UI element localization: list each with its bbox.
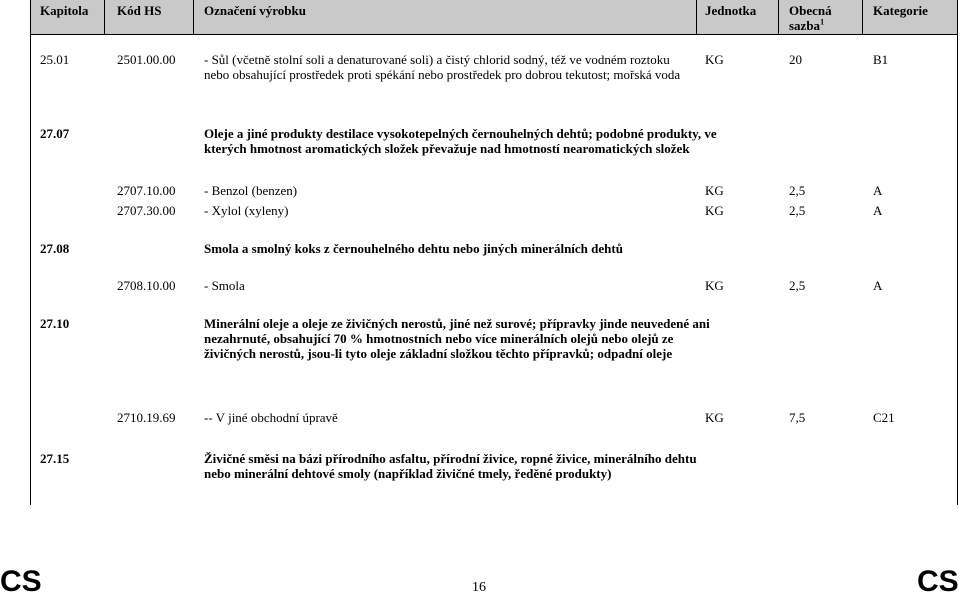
header-description: Označení výrobku: [204, 3, 306, 18]
page-number: 16: [472, 580, 486, 595]
description-line: - Xylol (xyleny): [204, 203, 289, 218]
category-cell: A: [873, 203, 883, 218]
unit-cell: KG: [705, 183, 724, 198]
heading-description-line: Živičné směsi na bázi přírodního asfaltu, přírodní živice, ropné živice, minerálního dehtu: [204, 451, 697, 466]
category-cell: A: [873, 278, 883, 293]
hs-code-cell: 2501.00.00: [117, 52, 176, 67]
heading-description-line: Oleje a jiné produkty destilace vysokotepelných černouhelných dehtů; podobné produkty, ve: [204, 126, 717, 141]
description-line: -- V jiné obchodní úpravě: [204, 410, 338, 425]
chapter-cell: 27.07: [40, 126, 70, 141]
category-cell: A: [873, 183, 883, 198]
table-border-left: [30, 0, 31, 505]
chapter-cell: 25.01: [40, 52, 70, 67]
rate-cell: 20: [789, 52, 802, 67]
header-hs-code: Kód HS: [117, 3, 162, 18]
heading-description-line: Smola a smolný koks z černouhelného dehtu nebo jiných minerálních dehtů: [204, 241, 623, 256]
chapter-cell: 27.08: [40, 241, 70, 256]
column-divider: [862, 0, 863, 34]
chapter-cell: 27.15: [40, 451, 70, 466]
description-line: nebo obsahující prostředek proti spékání nebo prostředek pro dobrou tekutost; mořská voda: [204, 67, 681, 82]
hs-code-cell: 2708.10.00: [117, 278, 176, 293]
unit-cell: KG: [705, 203, 724, 218]
heading-description-line: nezahrnuté, obsahující 70 % hmotnostních nebo více minerálních olejů nebo olejů ze: [204, 331, 674, 346]
hs-code-cell: 2710.19.69: [117, 410, 176, 425]
chapter-cell: 27.10: [40, 316, 70, 331]
rate-cell: 7,5: [789, 410, 806, 425]
header-rate-footnote: 1: [820, 17, 825, 27]
column-divider: [778, 0, 779, 34]
heading-description-line: nebo minerální dehtové smoly (například živičné tmely, ředěné produkty): [204, 466, 612, 481]
description-line: - Sůl (včetně stolní soli a denaturované soli) a čistý chlorid sodný, též ve vodném roztoku: [204, 52, 670, 67]
column-divider: [104, 0, 105, 34]
header-unit: Jednotka: [705, 3, 757, 18]
header-bottom-border: [30, 34, 958, 35]
unit-cell: KG: [705, 410, 724, 425]
footer-language-code-left: CS: [0, 565, 42, 598]
header-chapter: Kapitola: [40, 3, 89, 18]
unit-cell: KG: [705, 52, 724, 67]
column-divider: [193, 0, 194, 34]
footer-language-code-right: CS: [917, 565, 959, 598]
header-category: Kategorie: [873, 3, 928, 18]
category-cell: B1: [873, 52, 889, 67]
category-cell: C21: [873, 410, 895, 425]
unit-cell: KG: [705, 278, 724, 293]
heading-description-line: Minerální oleje a oleje ze živičných nerostů, jiné než surové; přípravky jinde neuvedené ani: [204, 316, 710, 331]
heading-description-line: kterých hmotnost aromatických složek převažuje nad hmotností nearomatických složek: [204, 141, 690, 156]
rate-cell: 2,5: [789, 183, 806, 198]
description-line: - Benzol (benzen): [204, 183, 298, 198]
heading-description-line: živičných nerostů, jsou-li tyto oleje základní složkou těchto přípravků; odpadní oleje: [204, 346, 673, 361]
column-divider: [696, 0, 697, 34]
header-rate-label: Obecná sazba: [789, 3, 832, 33]
hs-code-cell: 2707.30.00: [117, 203, 176, 218]
rate-cell: 2,5: [789, 278, 806, 293]
rate-cell: 2,5: [789, 203, 806, 218]
description-line: - Smola: [204, 278, 245, 293]
hs-code-cell: 2707.10.00: [117, 183, 176, 198]
header-rate: [789, 3, 849, 33]
table-border-right: [957, 0, 958, 505]
